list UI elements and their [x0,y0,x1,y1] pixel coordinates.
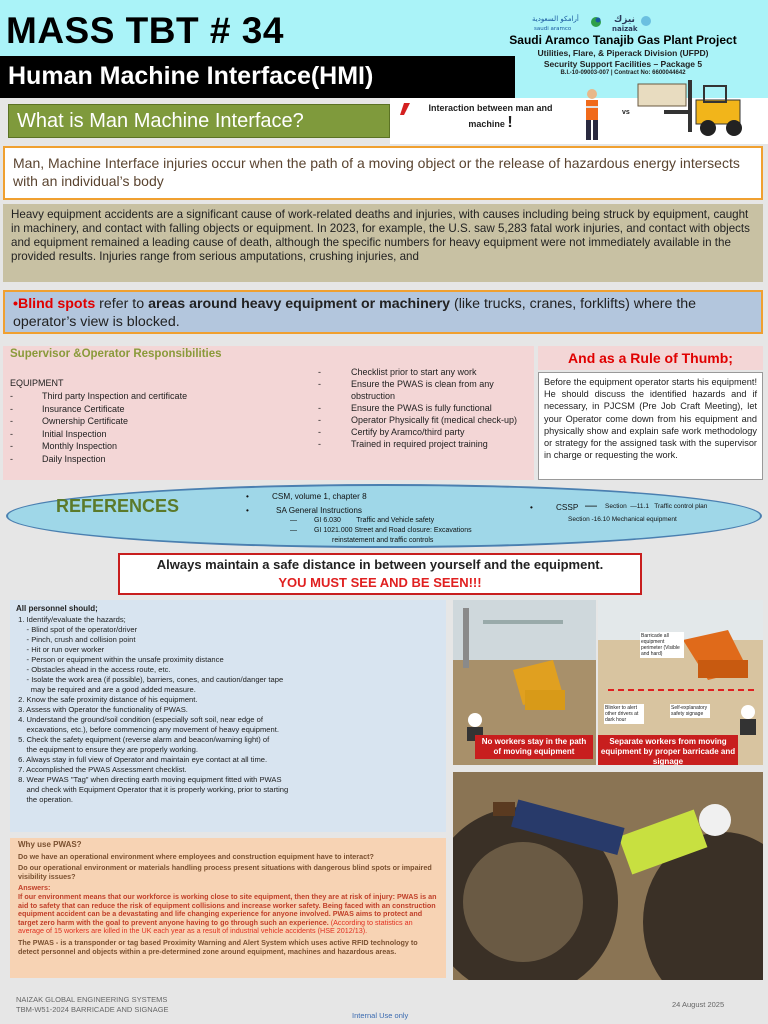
pwas-answers-label: Answers: [18,883,51,893]
ref-cssp-dash: — [585,498,597,512]
footer-company: NAIZAK GLOBAL ENGINEERING SYSTEMS [16,995,168,1004]
list-item: - Operator Physically fit (medical check-up) [318,415,518,425]
svg-text:أرامكو السعودية: أرامكو السعودية [532,15,579,23]
ref-bullet: • [246,506,249,515]
equipment-item: Initial Inspection [42,428,107,439]
always-line2: YOU MUST SEE AND BE SEEN!!! [278,575,482,590]
ref-cssp: CSSP [556,503,579,512]
hmi-title: Human Machine Interface(HMI) [0,56,515,98]
personnel-line: 3. Assess with Operator the functionality of PWAS. [16,705,188,714]
equipment-item: Insurance Certificate [42,403,125,414]
personnel-line: - Blind spot of the operator/driver [16,625,138,634]
svg-text:saudi aramco: saudi aramco [534,26,572,32]
project-contract: B.I.-10-09003-007 | Contract No: 6600044642 [560,70,686,76]
personnel-line: - Hit or run over worker [16,645,105,654]
personnel-line: 2. Know the safe proximity distance of his equipment. [16,695,198,704]
site-photo-1 [453,600,596,765]
rule-of-thumb-title: And as a Rule of Thumb; [538,346,763,370]
worker-icon [572,86,612,144]
personnel-line: 5. Check the safety equipment (reverse alarm and beacon/warning light) of [16,735,270,744]
pwas-q1: Do we have an operational environment where employees and construction equipment have to interact? [18,851,374,861]
list-item: - Daily Inspection [10,453,106,464]
personnel-line: 7. Accomplished the PWAS Assessment checklist. [16,765,187,774]
company-logos [528,12,658,34]
personnel-line: the operation. [16,795,73,804]
list-item: - Insurance Certificate [10,403,125,414]
personnel-line: 4. Understand the ground/soil condition (especially soft soil, near edge of [16,715,263,724]
sleeping-worker-photo [453,772,763,980]
vs-label: vs [622,109,630,116]
equipment-item: Daily Inspection [42,453,106,464]
pwas-title: Why use PWAS? [18,840,82,849]
interaction-line2-wrap [418,114,563,133]
ref-dash: — [290,517,297,524]
personnel-line: - Obstacles ahead in the access route, etc. [16,665,171,674]
heavy-equipment-text: Heavy equipment accidents are a significant cause of work-related deaths and injuries, with causes including being struck by equipment, caught in machinery, and contact with falling objects or equipment. In 2023, for example, the U.S. saw 5,283 fatal work injuries, and contact with objects and equipment remained a leading cause of death, although the specific numbers for heavy equipment were not immediately available in the provided results. Injuries range from serious amputations, crushing injuries, and [11,208,750,263]
personnel-line: - Pinch, crush and collision point [16,635,136,644]
equipment-item: Ownership Certificate [42,416,129,426]
blind-spots-mid: refer to [95,296,149,312]
personnel-title: All personnel should; [16,604,98,613]
ref-dash: — [290,527,297,534]
personnel-line: 6. Always stay in full view of Operator and maintain eye contact at all time. [16,755,268,764]
checklist-item: Ensure the PWAS is fully functional [351,403,492,413]
photo-caption-2: Separate workers from moving equipment by proper barricade and signage [598,735,738,765]
sign-barricade: Barricade all equipment perimeter (Visible and hard) [640,632,684,658]
aramco-logo-icon [528,12,658,34]
checklist-item: Trained in required project training [351,439,488,449]
list-item: - Checklist prior to start any work [318,367,477,377]
personnel-line: 8. Wear PWAS "Tag" when directing earth moving equipment fitted with PWAS [16,775,282,784]
blind-spots-term: •Blind spots [13,296,96,312]
blind-spots-rest: (like trucks, cranes, forklifts) where the operator’s view is blocked. [13,296,697,330]
personnel-line: and check with Equipment Operator that it is properly working, prior to starting [16,785,289,794]
pwas-box [10,838,446,978]
personnel-line: excavations, etc.), before commencing any movement of heavy equipment. [16,725,279,734]
project-title: Saudi Aramco Tanajib Gas Plant Project [509,33,737,47]
red-slash-icon [398,102,412,116]
list-item: - Ensure the PWAS is clean from any obstruction [318,378,530,402]
equipment-label: EQUIPMENT [10,378,64,388]
ref-gi6030: GI 6.030 Traffic and Vehicle safety [314,517,435,524]
forklift-icon [634,74,762,144]
photo-caption-1: No workers stay in the path of moving equipment [475,735,593,759]
svg-text:نيزك: نيزك [614,15,635,25]
always-line1: Always maintain a safe distance in between yourself and the equipment. [156,557,604,572]
pwas-q2: Do our operational environment or materials handling process present situations with dangerous blind spots or impaired visibility issues? [18,863,432,881]
list-item: - Certify by Aramco/third party [318,427,465,437]
personnel-line: - Person or equipment within the unsafe proximity distance [16,655,224,664]
references-title: REFERENCES [56,496,180,516]
ref-gi1021b: reinstatement and traffic controls [332,537,434,544]
heavy-equipment-box [3,204,763,282]
definition-box: Man, Machine Interface injuries occur when the path of a moving object or the release of hazardous energy intersects with an individual’s body [3,146,763,200]
checklist-item: Checklist prior to start any work [351,367,477,377]
list-item: - Third party Inspection and certificate [10,391,188,401]
tbt-title: MASS TBT # 34 [6,10,284,51]
equipment-item: Monthly Inspection [42,441,118,451]
pwas-definition: The PWAS - is a transponder or tag based Proximity Warning and Alert System which uses active RFID technology to detect personnel and objects within a pre-determined zone around equipment, machines and hazardous areas. [18,937,418,956]
ref-bullet: • [530,503,533,512]
list-item: - Ensure the PWAS is fully functional [318,403,492,413]
personnel-line: may be required and are a good added measure. [16,685,196,694]
personnel-line: - Isolate the work area (if possible), barriers, cones, and caution/danger tape [16,675,284,684]
list-item: - Trained in required project training [318,439,488,449]
ref-sec16: Section -16.10 Mechanical equipment [568,516,677,523]
footer-internal: Internal Use only [352,1011,409,1020]
svg-text:naizak: naizak [612,25,638,33]
ref-bullet: • [246,492,249,501]
ref-csm: CSM, volume 1, chapter 8 [272,492,367,501]
sign-blinker: Blinker to alert other drivers at dark hour [604,704,644,724]
project-division: Utilities, Flare, & Piperack Division (UFPD) [537,48,709,58]
project-package: Security Support Facilities – Package 5 [543,59,703,69]
blind-spots-box [3,290,763,334]
ref-sa-general: SA General Instructions [276,506,363,515]
rule-of-thumb-body: Before the equipment operator starts his equipment! He should discuss the identified hazards and if necessary, in PJCSM (Pre Job Craft Meeting), let your Operator come down from his equipment and physically show and explain safe work methodology or strategy for the assigned task with the supervisor in charge or requesting the work. [538,372,763,480]
footer-date: 24 August 2025 [672,1000,725,1009]
interaction-line1: Interaction between man and [428,103,553,113]
personnel-line: 1. Identify/evaluate the hazards; [16,615,126,624]
pwas-answer-red: (According to statistics an average of 15 workers are killed in the UK each year as a result of industrial vehicle accidents (HSE 2012/13). [18,917,413,936]
pwas-answer-block [18,884,438,936]
list-item: - Monthly Inspection [10,441,118,451]
personnel-box [10,600,446,832]
list-item: - Ownership Certificate [10,416,129,426]
checklist-item: Ensure the PWAS is clean from any obstruction [351,379,494,401]
checklist-item: Certify by Aramco/third party [351,427,465,437]
worker-under-tire-icon [453,772,763,980]
pwas-answer: If our environment means that our workforce is working close to site equipment, then they are at risk of injury: PWAS is an aid to safety that can reduce the risk of equipment collisions and increase worker safety. Being faced with an construction equipment accident can be a devastating and life changing experience for anyone involved. PWAS aims to protect and target zero harm with the goal to prevent anyone having to go through such an experience. [18,891,437,927]
operator-checklist [318,366,530,450]
sign-signage: Self-explanatory safety signage [670,704,710,718]
exclaim-mark: ! [507,114,513,131]
personnel-line: the equipment to ensure they are properly working. [16,745,198,754]
interaction-line2: machine [468,119,505,129]
ref-sec11: Section —11.1 Traffic control plan [605,503,708,510]
equipment-list [10,390,187,465]
list-item: - Initial Inspection [10,428,107,439]
ref-gi1021: GI 1021.000 Street and Road closure: Excavations [314,527,472,534]
interaction-text [418,102,563,133]
responsibilities-title: Supervisor &Operator Responsibilities [10,348,222,360]
blind-spots-bold: areas around heavy equipment or machinery [148,296,451,312]
site-photo-2 [598,600,763,765]
footer-doc: TBM-W51-2024 BARRICADE AND SIGNAGE [16,1005,169,1014]
checklist-item: Operator Physically fit (medical check-up) [351,415,518,425]
equipment-item: Third party Inspection and certificate [42,391,188,401]
what-is-title: What is Man Machine Interface? [8,104,390,138]
